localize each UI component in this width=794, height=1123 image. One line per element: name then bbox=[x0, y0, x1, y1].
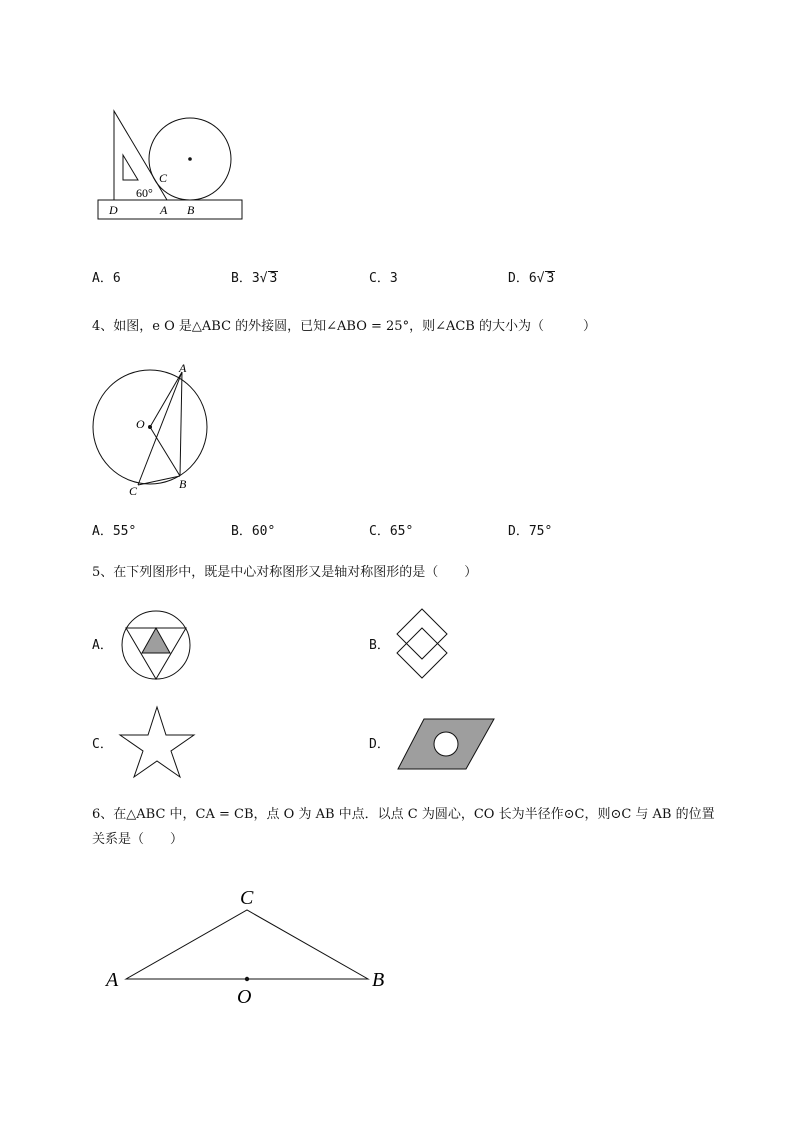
q5-option-a-figure[interactable] bbox=[120, 609, 192, 681]
q6-label-O: O bbox=[237, 986, 252, 1008]
option-letter: D． bbox=[508, 524, 529, 539]
q3-angle-label: 60° bbox=[136, 186, 153, 200]
q6-label-C: C bbox=[240, 887, 254, 909]
q5-stem: 5、在下列图形中，既是中心对称图形又是轴对称图形的是（ ） bbox=[92, 565, 478, 580]
q4-label-B: B bbox=[179, 477, 187, 491]
q3-label-B: B bbox=[187, 203, 195, 217]
line-ao bbox=[150, 372, 182, 427]
q6-figure bbox=[100, 882, 400, 1012]
q4-label-C: C bbox=[129, 484, 138, 498]
option-value: 60° bbox=[251, 524, 276, 539]
q4-figure bbox=[88, 360, 218, 500]
parallelogram-hole bbox=[434, 732, 458, 756]
q6-label-B: B bbox=[372, 969, 385, 991]
q4-option-a[interactable] bbox=[92, 523, 136, 541]
q6-stem-line1: 6、在△ABC 中，CA = CB，点 O 为 AB 中点．以点 C 为圆心，CO 长为半径作⊙C，则⊙C 与 AB 的位置 bbox=[92, 807, 715, 822]
q4-stem: 4、如图，e O 是△ABC 的外接圆，已知∠ABO = 25°，则∠ACB 的大小为（ ） bbox=[92, 319, 596, 334]
q4-label-O: O bbox=[136, 417, 145, 431]
q3-label-A: A bbox=[160, 203, 168, 217]
ruler-rect bbox=[98, 200, 242, 219]
option-value: 6 bbox=[528, 271, 537, 286]
q3-option-c[interactable] bbox=[369, 270, 398, 288]
q3-option-b[interactable] bbox=[231, 270, 278, 288]
star-shape bbox=[120, 707, 194, 777]
option-letter: A． bbox=[92, 271, 113, 286]
option-value: 3 bbox=[389, 271, 398, 286]
q5-option-d-label[interactable]: D． bbox=[369, 737, 390, 752]
option-value: 75° bbox=[528, 524, 553, 539]
option-letter: B． bbox=[231, 271, 252, 286]
option-value: 65° bbox=[389, 524, 414, 539]
radicand: 3 bbox=[546, 271, 555, 286]
q4-center-point bbox=[148, 425, 152, 429]
line-ob bbox=[150, 427, 180, 476]
q5-option-b-label[interactable]: B． bbox=[369, 638, 390, 653]
option-value: 55° bbox=[112, 524, 137, 539]
q3-label-D: D bbox=[109, 203, 118, 217]
option-letter: C． bbox=[369, 524, 390, 539]
q4-label-A: A bbox=[179, 361, 187, 375]
q3-option-d[interactable] bbox=[508, 270, 555, 288]
q4-option-c[interactable] bbox=[369, 523, 413, 541]
q5-option-b-figure[interactable] bbox=[394, 607, 450, 681]
q5-option-a-label[interactable]: A． bbox=[92, 638, 113, 653]
line-ab bbox=[180, 372, 182, 476]
q3-label-C: C bbox=[159, 171, 168, 185]
q4-option-b[interactable] bbox=[231, 523, 275, 541]
triangle-abc bbox=[126, 910, 368, 979]
q3-circle-center bbox=[188, 157, 192, 161]
option-value: 6 bbox=[112, 271, 121, 286]
option-letter: B． bbox=[231, 524, 252, 539]
up-triangle bbox=[142, 628, 170, 653]
radical-sign: √ bbox=[259, 271, 268, 286]
radical-sign: √ bbox=[536, 271, 545, 286]
q5-option-c-label[interactable]: C． bbox=[92, 737, 113, 752]
radicand: 3 bbox=[269, 271, 278, 286]
option-letter: C． bbox=[369, 271, 390, 286]
option-letter: A． bbox=[92, 524, 113, 539]
q6-stem-line2: 关系是（ ） bbox=[92, 832, 184, 847]
q3-option-a[interactable] bbox=[92, 270, 121, 288]
q6-label-A: A bbox=[106, 969, 119, 991]
point-o bbox=[245, 977, 249, 981]
set-square-inner-triangle bbox=[123, 155, 138, 180]
q5-option-d-figure[interactable] bbox=[396, 717, 496, 771]
q3-figure bbox=[90, 100, 250, 225]
q5-option-c-figure[interactable] bbox=[118, 705, 196, 779]
bottom-diamond bbox=[397, 628, 447, 678]
top-diamond bbox=[397, 609, 447, 659]
option-value: 3 bbox=[251, 271, 260, 286]
q4-option-d[interactable] bbox=[508, 523, 552, 541]
option-letter: D． bbox=[508, 271, 529, 286]
